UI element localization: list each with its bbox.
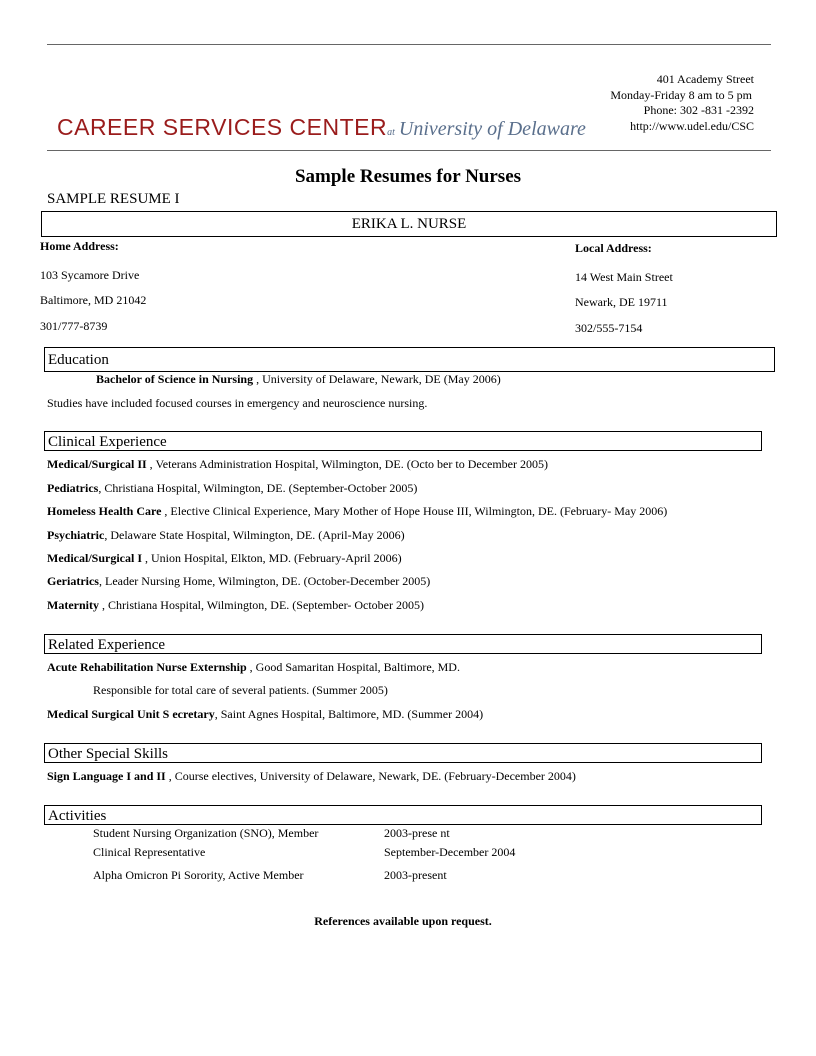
education-heading-box (44, 347, 775, 372)
clinical-item-detail: , Delaware State Hospital, Wilmington, DE. (April-May 2006) (104, 528, 405, 542)
clinical-item-title: Geriatrics (47, 574, 99, 588)
clinical-item (47, 551, 402, 566)
clinical-item-detail: , Veterans Administration Hospital, Wilmington, DE. (Octo ber to December 2005) (146, 457, 549, 471)
clinical-item-title: Homeless Health Care (47, 504, 162, 518)
header-bottom-rule (47, 150, 771, 151)
skills-heading-box (44, 743, 762, 763)
skills-item-title: Sign Language I and II (47, 769, 166, 783)
clinical-item-title: Maternity (47, 598, 99, 612)
references-note: References available upon request. (314, 914, 492, 928)
clinical-item (47, 598, 424, 613)
related-item (47, 707, 483, 722)
activity-name: Student Nursing Organization (SNO), Member (93, 826, 319, 840)
related-item-detail: , Good Samaritan Hospital, Baltimore, MD. (246, 660, 460, 674)
home-address-label: Home Address: (40, 239, 119, 253)
education-studies: Studies have included focused courses in emergency and neuroscience nursing. (47, 396, 428, 410)
related-item-detail: , Saint Agnes Hospital, Baltimore, MD. (Summer 2004) (214, 707, 484, 721)
related-heading-box (44, 634, 762, 654)
clinical-item-title: Psychiatric (47, 528, 105, 542)
logo-main-text: CAREER SERVICES CENTER (57, 114, 388, 140)
activity-date: 2003-prese nt (384, 826, 450, 840)
address-street: 401 Academy Street (656, 72, 754, 86)
home-city: Baltimore, MD 21042 (40, 293, 147, 307)
skills-heading: Other Special Skills (48, 746, 168, 762)
logo-at-text: at (387, 127, 395, 138)
local-street: 14 West Main Street (575, 270, 673, 284)
related-item-title: Medical Surgical Unit S ecretary (47, 707, 215, 721)
related-item (47, 660, 460, 675)
address-hours: Monday-Friday 8 am to 5 pm (610, 88, 752, 102)
local-city: Newark, DE 19711 (575, 295, 668, 309)
clinical-item (47, 504, 667, 519)
clinical-item (47, 481, 417, 496)
clinical-item (47, 574, 430, 589)
related-item-title: Acute Rehabilitation Nurse Externship (47, 660, 247, 674)
resume-label: SAMPLE RESUME I (47, 191, 180, 207)
activity-name: Alpha Omicron Pi Sorority, Active Member (93, 868, 304, 882)
activities-heading-box (44, 805, 762, 825)
skills-item (47, 769, 576, 784)
clinical-item-title: Medical/Surgical I (47, 551, 142, 565)
degree-detail: , University of Delaware, Newark, DE (May 2006) (253, 372, 501, 386)
local-address-label: Local Address: (575, 241, 652, 255)
clinical-item-title: Pediatrics (47, 481, 99, 495)
logo-university-text: University of Delaware (398, 118, 586, 140)
career-services-logo (57, 114, 586, 141)
page-title: Sample Resumes for Nurses (294, 166, 522, 187)
related-item-description: Responsible for total care of several patients. (Summer 2005) (93, 683, 388, 697)
candidate-name: ERIKA L. NURSE (351, 216, 467, 232)
education-degree (96, 372, 501, 387)
education-heading: Education (48, 352, 109, 368)
local-phone: 302/555-7154 (575, 321, 643, 335)
home-phone: 301/777-8739 (40, 319, 108, 333)
activity-date: September-December 2004 (384, 845, 516, 859)
activity-date: 2003-present (384, 868, 447, 882)
skills-item-detail: , Course electives, University of Delaware, Newark, DE. (February-December 2004) (165, 769, 576, 783)
clinical-item-detail: , Christiana Hospital, Wilmington, DE. (September-October 2005) (98, 481, 418, 495)
clinical-item (47, 528, 405, 543)
activity-name: Clinical Representative (93, 845, 206, 859)
home-street: 103 Sycamore Drive (40, 268, 140, 282)
clinical-item-detail: , Elective Clinical Experience, Mary Mother of Hope House III, Wilmington, DE. (February- May 2006) (161, 504, 668, 518)
clinical-item (47, 457, 548, 472)
clinical-item-detail: , Union Hospital, Elkton, MD. (February-April 2006) (142, 551, 402, 565)
address-phone: Phone: 302 -831 -2392 (643, 103, 754, 117)
activities-heading: Activities (48, 808, 107, 824)
top-rule (47, 44, 771, 45)
clinical-item-detail: , Leader Nursing Home, Wilmington, DE. (October-December 2005) (98, 574, 431, 588)
clinical-item-title: Medical/Surgical II (47, 457, 147, 471)
clinical-heading: Clinical Experience (48, 434, 167, 450)
related-heading: Related Experience (48, 637, 166, 653)
name-box (41, 211, 777, 237)
address-url: http://www.udel.edu/CSC (630, 119, 754, 133)
clinical-item-detail: , Christiana Hospital, Wilmington, DE. (September- October 2005) (98, 598, 424, 612)
degree-title: Bachelor of Science in Nursing (96, 372, 254, 386)
clinical-heading-box (44, 431, 762, 451)
